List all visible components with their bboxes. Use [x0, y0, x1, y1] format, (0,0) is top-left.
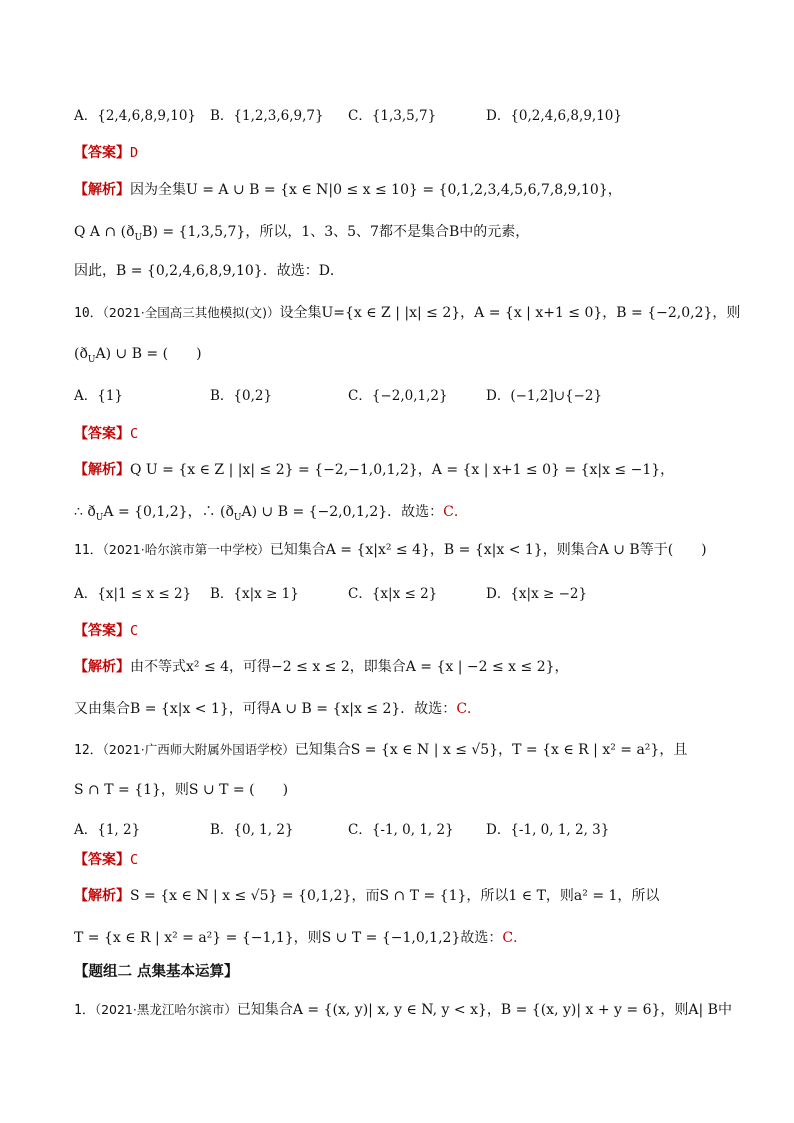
analysis-text: Q A ∩ (ð — [74, 224, 135, 240]
q9-answer — [74, 143, 138, 163]
q12-option-a[interactable]: A．{1, 2} — [74, 822, 141, 838]
q9-option-c[interactable]: C．{1,3,5,7} — [348, 108, 437, 124]
q10-option-c[interactable]: C．{−2,0,1,2} — [348, 388, 448, 404]
q12-analysis-line-2 — [74, 928, 527, 948]
question-stem: 设全集U={x ∈ Z | |x| ≤ 2}，A = {x | x+1 ≤ 0}，B = {−2,0,2}，则 — [279, 305, 741, 321]
section-title — [74, 962, 239, 982]
q10-analysis-line-1 — [74, 460, 674, 480]
q12-option-b[interactable]: B．{0, 1, 2} — [210, 822, 294, 838]
question-stem: 已知集合S = {x ∈ N | x ≤ √5}，T = {x ∈ R | x² = a²}，且 — [294, 742, 688, 758]
question-source: （2021·黑龙江哈尔滨市） — [94, 1002, 237, 1017]
q10-stem-line-2 — [74, 344, 202, 370]
q11-option-a[interactable]: A．{x|1 ≤ x ≤ 2} — [74, 586, 192, 602]
analysis-text: A) ∪ B = {−2,0,1,2}．故选： — [241, 504, 444, 520]
answer-value: C — [130, 426, 139, 442]
analysis-text: Q U = {x ∈ Z | |x| ≤ 2} = {−2,−1,0,1,2}，A = {x | x+1 ≤ 0} = {x|x ≤ −1}， — [130, 462, 675, 478]
subscript: U — [233, 512, 242, 523]
q11-answer — [74, 621, 138, 641]
q10-option-a[interactable]: A．{1} — [74, 388, 124, 404]
question-number: 1． — [74, 1003, 95, 1018]
section-title-text: 【题组二 点集基本运算】 — [74, 964, 239, 980]
analysis-text: ∴ ð — [74, 504, 96, 520]
q9-option-d[interactable]: D．{0,2,4,6,8,9,10} — [486, 108, 622, 124]
question-number: 12． — [74, 743, 103, 758]
answer-tag: 【答案】 — [74, 145, 130, 161]
answer-tag: 【答案】 — [74, 426, 130, 442]
answer-value: C — [130, 852, 139, 868]
q10-option-b[interactable]: B．{0,2} — [210, 388, 273, 404]
question-stem: (ð — [74, 346, 88, 362]
analysis-tag: 【解析】 — [74, 182, 130, 198]
question-stem: 已知集合A = {x|x² ≤ 4}，B = {x|x < 1}，则集合A ∪ B等于( ) — [269, 542, 707, 558]
q11-option-c[interactable]: C．{x|x ≤ 2} — [348, 586, 438, 602]
analysis-answer: C． — [502, 930, 528, 946]
q10-option-d[interactable]: D．(−1,2]∪{−2} — [486, 388, 603, 404]
analysis-text: 因为全集U = A ∪ B = {x ∈ N|0 ≤ x ≤ 10} = {0,1,2,3,4,5,6,7,8,9,10}， — [130, 182, 622, 198]
q11-analysis-line-2 — [74, 699, 481, 719]
q11-option-b[interactable]: B．{x|x ≥ 1} — [210, 586, 299, 602]
subscript: U — [87, 354, 96, 365]
q10-answer — [74, 424, 138, 444]
answer-value: C — [130, 623, 139, 639]
question-source: （2021·全国高三其他模拟(文)） — [102, 305, 280, 320]
q9-analysis-line-1 — [74, 180, 622, 200]
analysis-text: 又由集合B = {x|x < 1}，可得A ∪ B = {x|x ≤ 2}．故选： — [74, 701, 457, 717]
q11-analysis-line-1 — [74, 657, 569, 677]
question-source: （2021·哈尔滨市第一中学校） — [102, 542, 270, 557]
analysis-answer: C． — [443, 504, 468, 520]
subscript: U — [95, 512, 104, 523]
q9-option-b[interactable]: B．{1,2,3,6,9,7} — [210, 108, 324, 124]
subscript: U — [134, 232, 143, 243]
q9-analysis-line-3 — [74, 261, 344, 281]
analysis-text: T = {x ∈ R | x² = a²} = {−1,1}，则S ∪ T = {−1,0,1,2}故选： — [74, 930, 503, 946]
analysis-answer: C． — [456, 701, 482, 717]
question-number: 11． — [74, 543, 103, 558]
q9-option-a[interactable]: A．{2,4,6,8,9,10} — [74, 108, 197, 124]
question-stem: 已知集合A = {(x, y)| x, y ∈ N, y < x}，B = {(x, y)| x + y = 6}，则A| B中 — [236, 1002, 732, 1018]
question-stem: S ∩ T = {1}，则S ∪ T = ( ) — [74, 782, 289, 798]
q9-analysis-line-2 — [74, 222, 529, 248]
q12-option-c[interactable]: C．{-1, 0, 1, 2} — [348, 822, 454, 838]
answer-value: D — [130, 145, 139, 161]
question-number: 10． — [74, 306, 103, 321]
analysis-text: 由不等式x² ≤ 4，可得−2 ≤ x ≤ 2，即集合A = {x | −2 ≤ x ≤ 2}， — [130, 659, 569, 675]
analysis-tag: 【解析】 — [74, 888, 130, 904]
analysis-text: A = {0,1,2}，∴ (ð — [103, 504, 234, 520]
q12-stem-line-1 — [74, 740, 687, 761]
analysis-tag: 【解析】 — [74, 659, 130, 675]
q10-analysis-line-2 — [74, 502, 468, 528]
question-stem: A) ∪ B = ( ) — [95, 346, 202, 362]
question-source: （2021·广西师大附属外国语学校） — [102, 742, 295, 757]
q12-answer — [74, 850, 138, 870]
answer-tag: 【答案】 — [74, 852, 130, 868]
q11-stem — [74, 540, 707, 561]
q10-stem-line-1 — [74, 303, 740, 324]
q12-option-d[interactable]: D．{-1, 0, 1, 2, 3} — [486, 822, 610, 838]
analysis-text: 因此，B = {0,2,4,6,8,9,10}．故选：D． — [74, 263, 344, 279]
answer-tag: 【答案】 — [74, 623, 130, 639]
analysis-tag: 【解析】 — [74, 462, 130, 478]
analysis-text: B) = {1,3,5,7}，所以，1、3、5、7都不是集合B中的元素， — [142, 224, 530, 240]
analysis-text: S = {x ∈ N | x ≤ √5} = {0,1,2}，而S ∩ T = {1}，所以1 ∈ T，则a² = 1，所以 — [130, 888, 660, 904]
g2q1-stem — [74, 1000, 732, 1021]
q12-stem-line-2 — [74, 780, 288, 800]
q12-analysis-line-1 — [74, 886, 659, 906]
q11-option-d[interactable]: D．{x|x ≥ −2} — [486, 586, 588, 602]
